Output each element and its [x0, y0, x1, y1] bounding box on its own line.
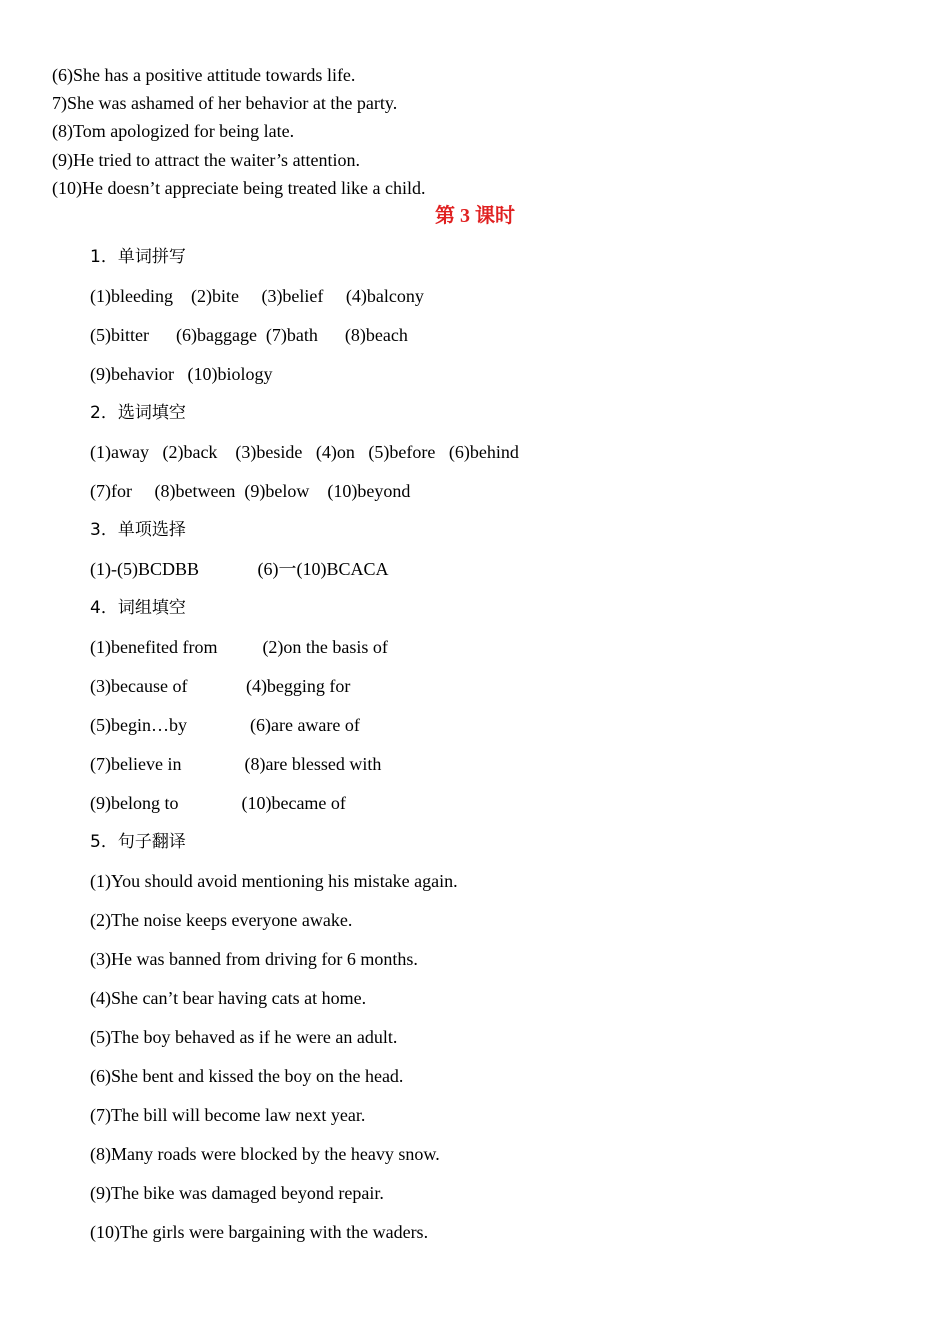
answer-line: (9)behavior (10)biology [90, 364, 273, 384]
answer-line: (9)The bike was damaged beyond repair. [90, 1183, 384, 1203]
answer-line: (6)She has a positive attitude towards life. [52, 65, 356, 85]
answer-line: (5)The boy behaved as if he were an adult. [90, 1027, 398, 1047]
answer-line: (7)for (8)between (9)below (10)beyond [90, 481, 411, 501]
answer-line: (7)The bill will become law next year. [90, 1105, 366, 1125]
section-heading-phrase-fill: 4．词组填空 [90, 598, 186, 618]
section-heading-word-choice: 2．选词填空 [90, 403, 186, 423]
answer-line: (9)He tried to attract the waiter’s attention. [52, 150, 361, 170]
answer-line: (3)He was banned from driving for 6 months. [90, 949, 418, 969]
answer-line: (3)because of (4)begging for [90, 676, 351, 696]
answer-line: (1)-(5)BCDBB (6)一(10)BCACA [90, 559, 389, 579]
answer-line: 7)She was ashamed of her behavior at the party. [52, 93, 398, 113]
answer-line: (8)Many roads were blocked by the heavy snow. [90, 1144, 440, 1164]
answer-line: (5)bitter (6)baggage (7)bath (8)beach [90, 325, 408, 345]
answer-line: (1)bleeding (2)bite (3)belief (4)balcony [90, 286, 424, 306]
answer-line: (6)She bent and kissed the boy on the head. [90, 1066, 404, 1086]
section-heading-multiple-choice: 3．单项选择 [90, 520, 186, 540]
answer-line: (9)belong to (10)became of [90, 793, 346, 813]
answer-line: (10)He doesn’t appreciate being treated like a child. [52, 178, 426, 198]
section-heading-translation: 5．句子翻译 [90, 832, 186, 852]
answer-line: (8)Tom apologized for being late. [52, 121, 295, 141]
section-heading-spelling: 1．单词拼写 [90, 247, 186, 267]
answer-line: (5)begin…by (6)are aware of [90, 715, 360, 735]
answer-line: (1)benefited from (2)on the basis of [90, 637, 388, 657]
lesson-title: 第 3 课时 [435, 205, 515, 227]
answer-line: (2)The noise keeps everyone awake. [90, 910, 353, 930]
answer-line: (10)The girls were bargaining with the waders. [90, 1222, 429, 1242]
answer-line: (4)She can’t bear having cats at home. [90, 988, 367, 1008]
answer-line: (1)You should avoid mentioning his mistake again. [90, 871, 458, 891]
answer-line: (1)away (2)back (3)beside (4)on (5)before (6)behind [90, 442, 519, 462]
answer-line: (7)believe in (8)are blessed with [90, 754, 382, 774]
